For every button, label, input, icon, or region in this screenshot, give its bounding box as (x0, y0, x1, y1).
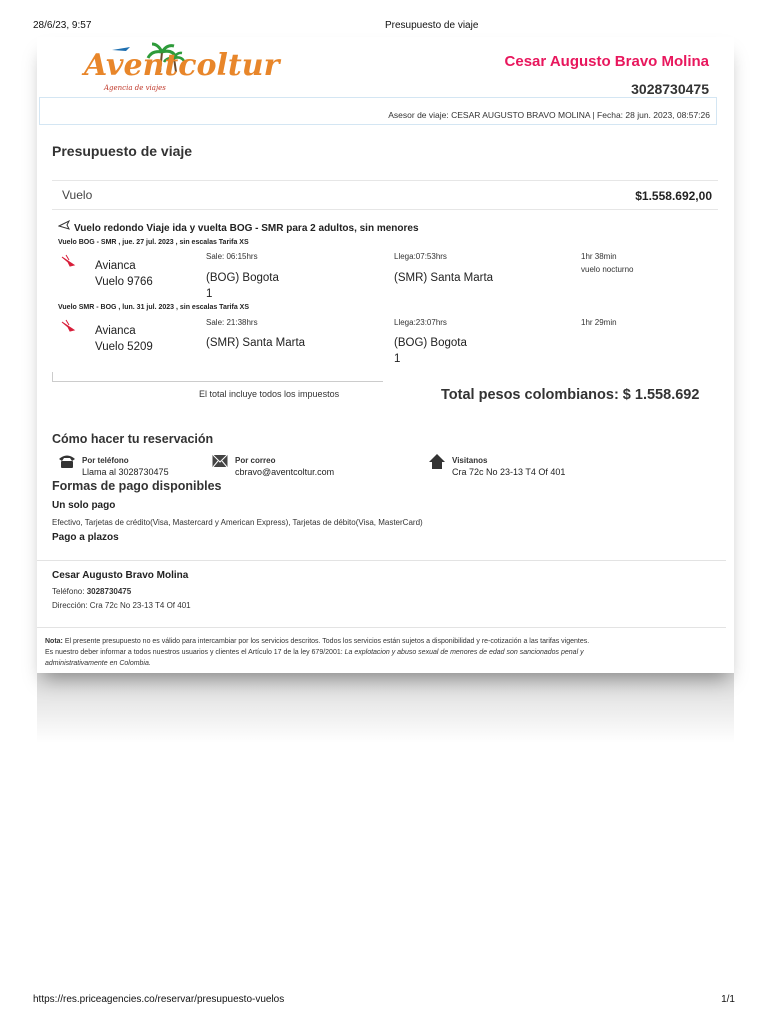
avianca-logo-icon (60, 251, 78, 274)
leg-2-duration: 1hr 29min (581, 318, 617, 327)
leg-1-depart-time: Sale: 06:15hrs (206, 252, 258, 261)
total-price: Total pesos colombianos: $ 1.558.692 (441, 387, 700, 403)
taxes-note: El total incluye todos los impuestos (199, 389, 340, 399)
installments-title: Pago a plazos (52, 532, 119, 543)
phone-icon (58, 453, 76, 474)
single-payment-description: Efectivo, Tarjetas de crédito(Visa, Mastercard y American Express), Tarjetas de débito(Visa, MasterCard) (52, 518, 423, 527)
payment-title: Formas de pago disponibles (52, 479, 222, 493)
trip-summary-text: Vuelo redondo Viaje ida y vuelta BOG - SMR para 2 adultos, sin menores (74, 223, 419, 234)
leg-1-origin: (BOG) Bogota (206, 272, 279, 284)
plane-icon (58, 219, 70, 234)
email-value[interactable]: cbravo@aventcoltur.com (235, 467, 335, 477)
note-line-1: El presente presupuesto no es válido para intercambiar por los servicios descritos. Todos los servicios están sujetos a disponibilidad y re-cotización a las tarifas vigentes. (64, 638, 590, 645)
leg-1-destination: (SMR) Santa Marta (394, 272, 494, 284)
advisor-info-bar: Asesor de viaje: CESAR AUGUSTO BRAVO MOLINA | Fecha: 28 jun. 2023, 08:57:26 (39, 97, 717, 125)
legal-note (45, 636, 725, 669)
leg-1-header: Vuelo BOG - SMR , jue. 27 jul. 2023 , sin escalas Tarifa XS (58, 239, 249, 246)
avianca-logo-icon (60, 316, 78, 339)
flight-section-label: Vuelo (62, 188, 93, 202)
leg-2-origin: (SMR) Santa Marta (206, 337, 306, 349)
divider (37, 560, 726, 561)
leg-1-flight-number: Vuelo 9766 (95, 276, 153, 288)
flight-section-header (52, 180, 718, 210)
print-page-number: 1/1 (721, 994, 735, 1005)
leg-2-flight-number: Vuelo 5209 (95, 341, 153, 353)
leg-1-origin-extra: 1 (206, 288, 213, 300)
envelope-icon (212, 454, 228, 473)
company-logo (82, 42, 280, 96)
print-datetime: 28/6/23, 9:57 (33, 20, 92, 31)
visit-label: Visitanos (452, 456, 488, 465)
note-label: Nota: (45, 638, 63, 645)
page-title: Presupuesto de viaje (52, 143, 193, 159)
visit-value: Cra 72c No 23-13 T4 Of 401 (452, 467, 566, 477)
flight-section-price: $1.558.692,00 (635, 189, 712, 203)
contact-phone (52, 587, 131, 596)
contact-phone-value: 3028730475 (86, 587, 132, 596)
contact-address: Dirección: Cra 72c No 23-13 T4 Of 401 (52, 601, 191, 610)
leg-2-arrive-time: Llega:23:07hrs (394, 318, 447, 327)
leg-1-note: vuelo nocturno (581, 265, 634, 274)
note-line-2: Es nuestro deber informar a todos nuestros usuarios y clientes el Artículo 17 de la ley 679/2001: (45, 649, 345, 656)
leg-2-depart-time: Sale: 21:38hrs (206, 318, 258, 327)
email-label: Por correo (235, 456, 276, 465)
leg-1-airline: Avianca (95, 260, 136, 272)
home-icon (429, 454, 445, 474)
phone-label: Por teléfono (82, 456, 129, 465)
logo-tagline: Agencia de viajes (104, 84, 166, 92)
logo-wordmark: Aventcoltur (84, 48, 280, 83)
page-shadow (37, 673, 734, 743)
advisor-name: Cesar Augusto Bravo Molina (504, 53, 709, 70)
note-line-3-italic: administrativamente en Colombia. (45, 660, 151, 667)
contact-name: Cesar Augusto Bravo Molina (52, 570, 189, 581)
trip-summary (58, 219, 419, 234)
contact-phone-label: Teléfono: (52, 587, 85, 596)
leg-1-arrive-time: Llega:07:53hrs (394, 252, 447, 261)
single-payment-title: Un solo pago (52, 500, 116, 511)
phone-value[interactable]: Llama al 3028730475 (82, 467, 169, 477)
divider (37, 627, 726, 628)
note-line-2-italic: La explotacion y abuso sexual de menores de edad son sancionados penal y (344, 649, 584, 656)
leg-2-airline: Avianca (95, 325, 136, 337)
leg-2-destination: (BOG) Bogota (394, 337, 467, 349)
print-title: Presupuesto de viaje (385, 20, 479, 31)
advisor-phone: 3028730475 (631, 81, 709, 97)
print-url: https://res.priceagencies.co/reservar/presupuesto-vuelos (33, 994, 285, 1005)
leg-2-header: Vuelo SMR - BOG , lun. 31 jul. 2023 , sin escalas Tarifa XS (58, 304, 250, 311)
legs-divider (52, 372, 383, 382)
reservation-title: Cómo hacer tu reservación (52, 432, 214, 446)
leg-1-duration: 1hr 38min (581, 252, 617, 261)
leg-2-destination-extra: 1 (394, 353, 401, 365)
